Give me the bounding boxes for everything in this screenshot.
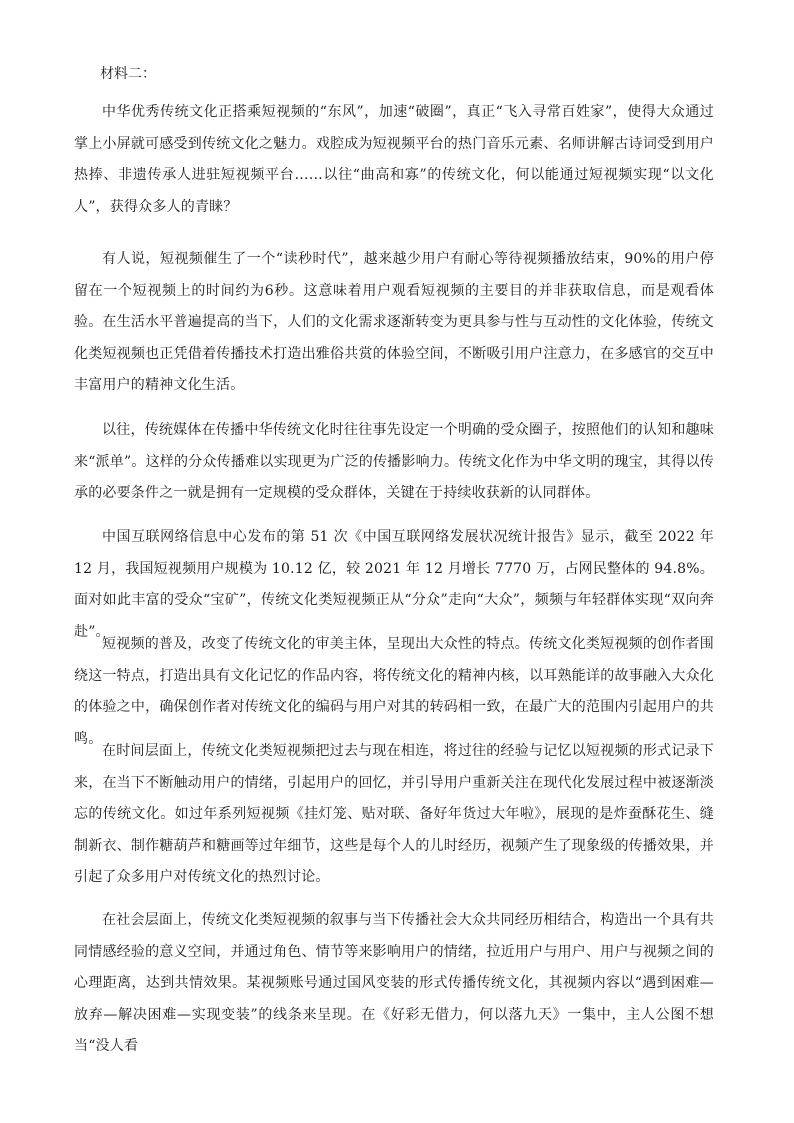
paragraph-5: 短视频的普及，改变了传统文化的审美主体，呈现出大众性的特点。传统文化类短视频的创作者围绕这一特点，打造出具有文化记忆的作品内容，将传统文化的精神内核，以耳熟能详的故事融入大众化的体验之中，确保创作者对传统文化的编码与用户对其的转码相一致，在最广大的范围内引起用户的共鸣。 (74, 636, 714, 747)
paragraph-2: 有人说，短视频催生了一个“读秒时代”，越来越少用户有耐心等待视频播放结束，90%的用户停留在一个短视频上的时间约为6秒。这意味着用户观看短视频的主要目的并非获取信息，而是观看体验。在生活水平普遍提高的当下，人们的文化需求逐渐转变为更具参与性与互动性的文化体验，传统文化类短视频也正凭借着传播技术打造出雅俗共赏的体验空间，不断吸引用户注意力，在多感官的交互中丰富用户的精神文化生活。 (74, 251, 714, 393)
section-heading: 材料二： (100, 66, 156, 82)
paragraph-1: 中华优秀传统文化正搭乘短视频的“东风”，加速“破圈”，真正“飞入寻常百姓家”，使得大众通过掌上小屏就可感受到传统文化之魅力。戏腔成为短视频平台的热门音乐元素、名师讲解古诗词受到用户热捧、非遗传承人进驻短视频平台……以往“曲高和寡”的传统文化，何以能通过短视频实现“以文化人”，获得众多人的青睐？ (74, 104, 714, 215)
paragraph-4: 中国互联网络信息中心发布的第 51 次《中国互联网络发展状况统计报告》显示，截至 2022 年 12 月，我国短视频用户规模为 10.12 亿，较 2021 年 12 月增长 7770 万，占网民整体的 94.8%。面对如此丰富的受众“宝矿”，传统文化类短视频正从“分众”走向“大众”，频频与年轻群体实现“双向奔赴”。 (74, 529, 714, 640)
paragraph-3: 以往，传统媒体在传播中华传统文化时往往事先设定一个明确的受众圈子，按照他们的认知和趣味来“派单”。这样的分众传播难以实现更为广泛的传播影响力。传统文化作为中华文明的瑰宝，其得以传承的必要条件之一就是拥有一定规模的受众群体，关键在于持续收获新的认同群体。 (74, 422, 714, 501)
paragraph-6: 在时间层面上，传统文化类短视频把过去与现在相连，将过往的经验与记忆以短视频的形式记录下来，在当下不断触动用户的情绪，引起用户的回忆，并引导用户重新关注在现代化发展过程中被逐渐淡忘的传统文化。如过年系列短视频《挂灯笼、贴对联、备好年货过大年啦》，展现的是炸蚕酥花生、缝制新衣、制作糖葫芦和糖画等过年细节，这些是每个人的儿时经历，视频产生了现象级的传播效果，并引起了众多用户对传统文化的热烈讨论。 (74, 743, 714, 885)
paragraph-7: 在社会层面上，传统文化类短视频的叙事与当下传播社会大众共同经历相结合，构造出一个具有共同情感经验的意义空间，并通过角色、情节等来影响用户的情绪，拉近用户与用户、用户与视频之间的心理距离，达到共情效果。某视频账号通过国风变装的形式传播传统文化，其视频内容以“遇到困难—放弃—解决困难—实现变装”的线条来呈现。在《好彩无借力，何以落九天》一集中，主人公图不想当“没人看 (74, 912, 714, 1054)
